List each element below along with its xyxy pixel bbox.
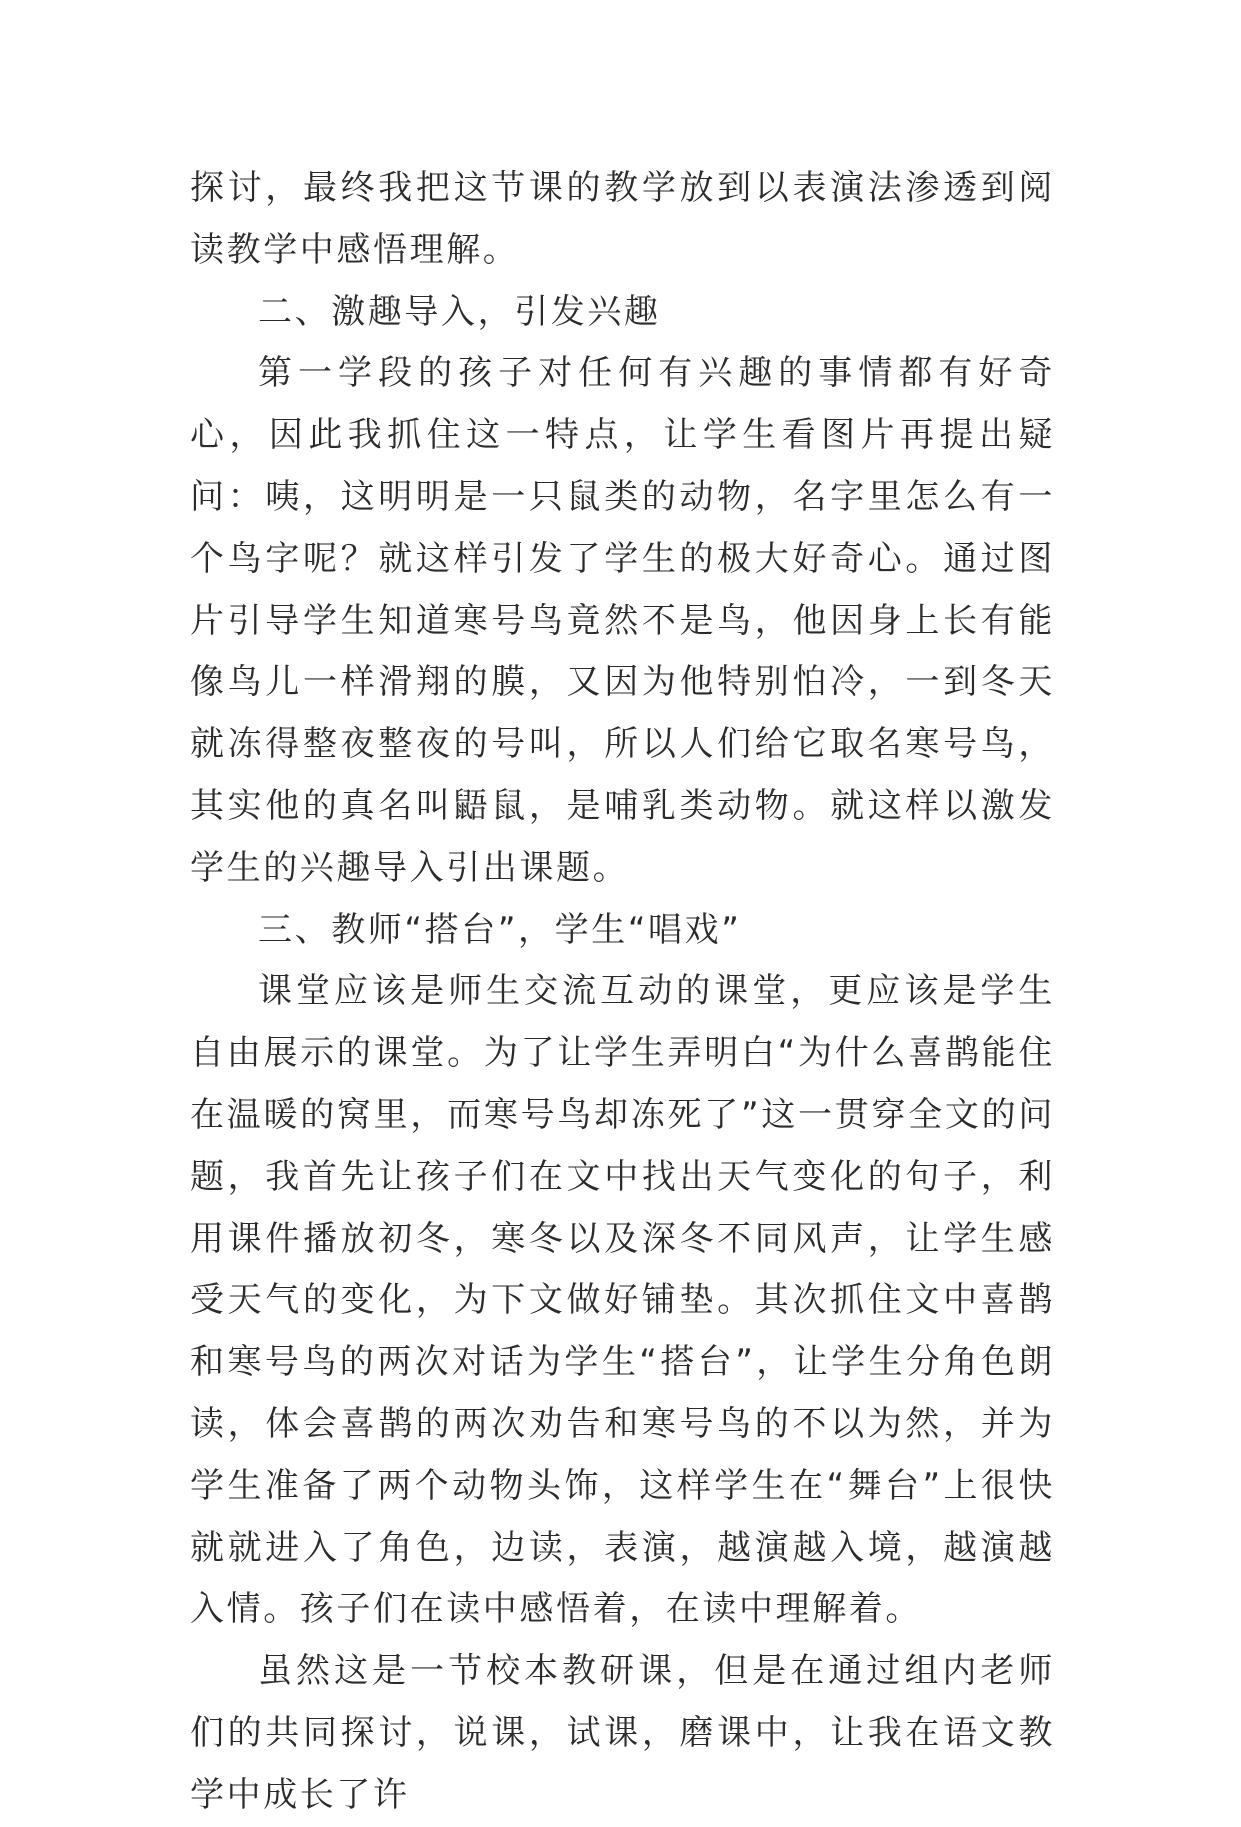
paragraph-continuation: 探讨，最终我把这节课的教学放到以表演法渗透到阅读教学中感悟理解。 (190, 168, 1055, 270)
paragraph-interest-intro: 第一学段的孩子对任何有兴趣的事情都有好奇心，因此我抓住这一特点，让学生看图片再提出疑问：咦，这明明是一只鼠类的动物，名字里怎么有一个鸟字呢？就这样引发了学生的极大好奇心。通过图片引导学生知道寒号鸟竟然不是鸟，他因身上长有能像鸟儿一样滑翔的膜，又因为他特别怕冷，一到冬天就冻得整夜整夜的号叫，所以人们给它取名寒号鸟，其实他的真名叫鼯鼠，是哺乳类动物。就这样以激发学生的兴趣导入引出课题。 (190, 353, 1055, 888)
paragraph-reflection: 虽然这是一节校本教研课，但是在通过组内老师们的共同探讨，说课，试课，磨课中，让我在语文教学中成长了许 (190, 1651, 1055, 1815)
paragraph-classroom-performance: 课堂应该是师生交流互动的课堂，更应该是学生自由展示的课堂。为了让学生弄明白“为什么喜鹊能住在温暖的窝里，而寒号鸟却冻死了”这一贯穿全文的问题，我首先让孩子们在文中找出天气变化的句子，利用课件播放初冬，寒冬以及深冬不同风声，让学生感受天气的变化，为下文做好铺垫。其次抓住文中喜鹊和寒号鸟的两次对话为学生“搭台”，让学生分角色朗读，体会喜鹊的两次劝告和寒号鸟的不以为然，并为学生准备了两个动物头饰，这样学生在“舞台”上很快就就进入了角色，边读，表演，越演越入境，越演越入情。孩子们在读中感悟着，在读中理解着。 (190, 971, 1055, 1630)
section-heading-3: 三、教师“搭台”，学生“唱戏” (258, 909, 742, 950)
document-body (190, 158, 1055, 1827)
section-heading-2: 二、激趣导入，引发兴趣 (258, 291, 661, 332)
